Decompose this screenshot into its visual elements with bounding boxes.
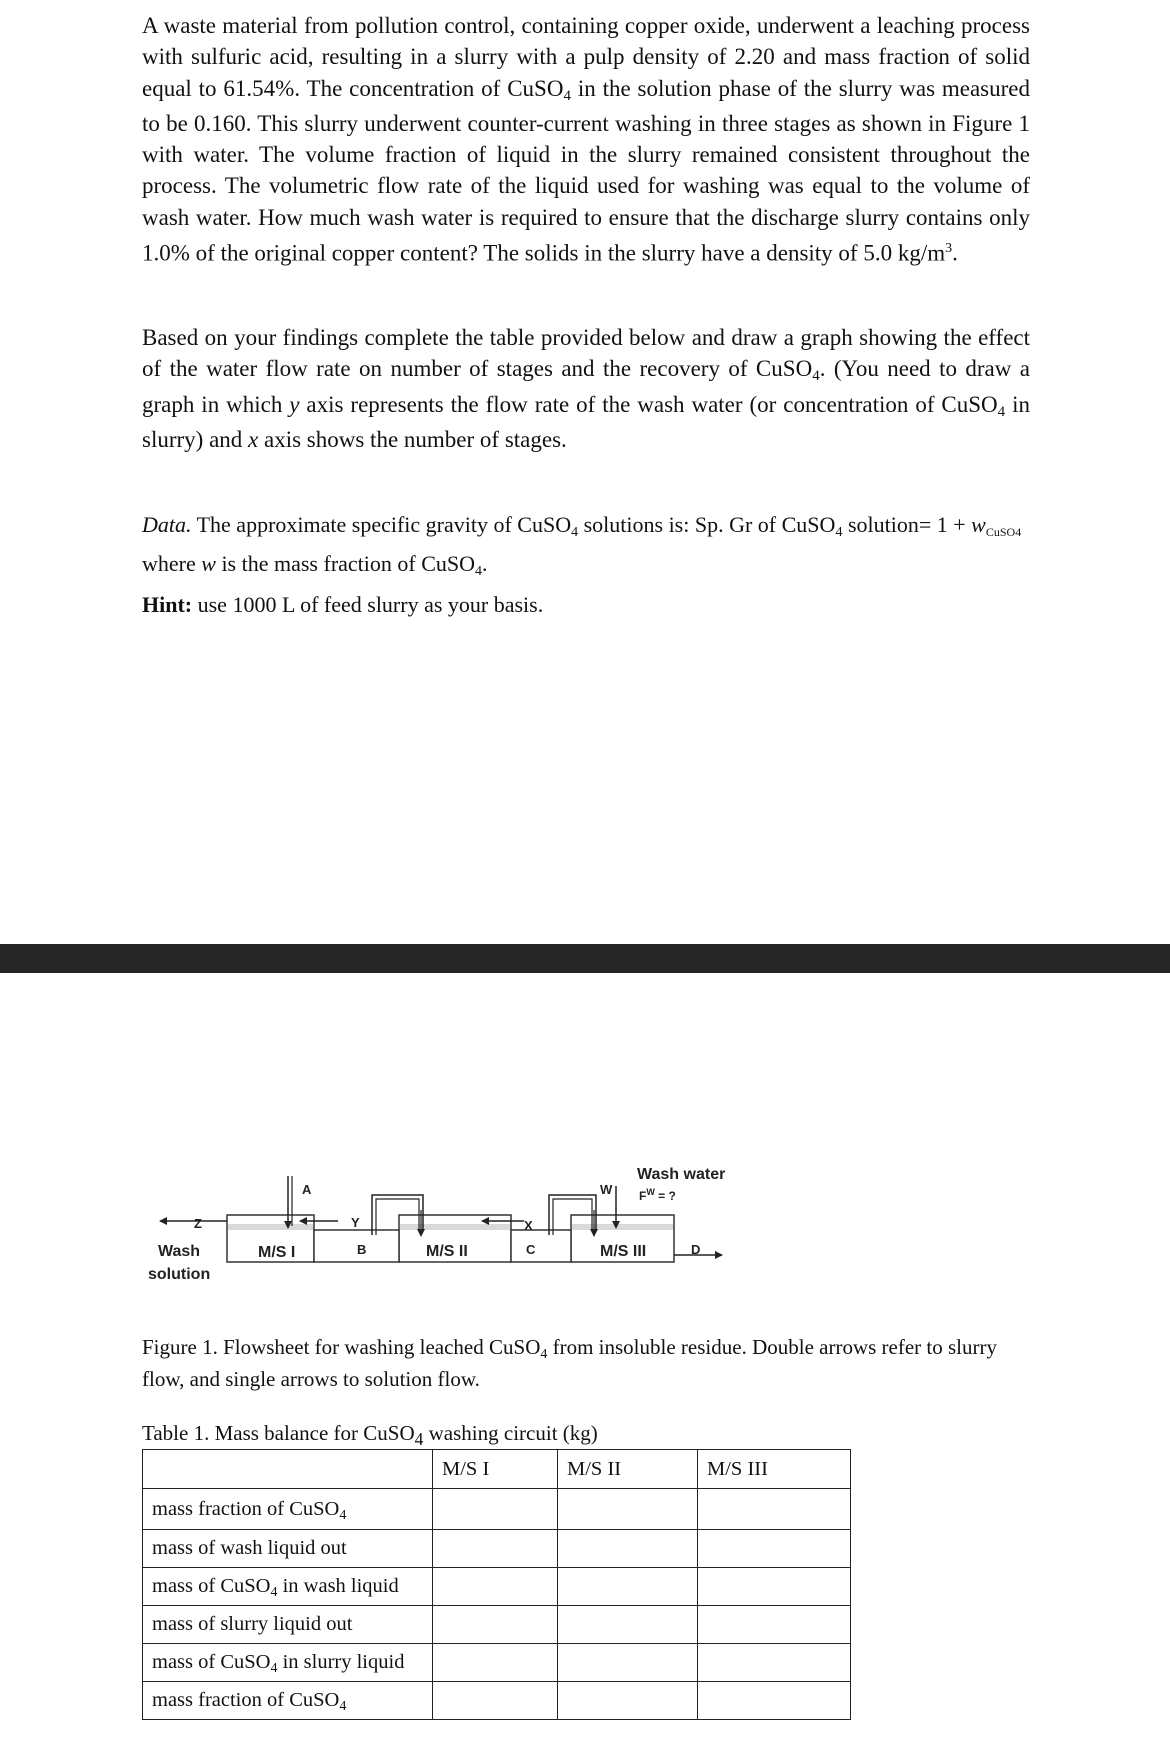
table-cell[interactable] [698, 1644, 851, 1682]
row-label: mass of slurry liquid out [143, 1606, 433, 1644]
table-title: Table 1. Mass balance for CuSO$_4$ washing circuit (kg) [142, 1421, 598, 1450]
table-cell[interactable] [433, 1568, 558, 1606]
table-row [143, 1489, 851, 1530]
fw-label: $F^W$ = ? [639, 1187, 676, 1203]
wash-solution-label-2: solution [148, 1266, 211, 1283]
table-cell[interactable] [558, 1489, 698, 1530]
table-cell[interactable] [558, 1568, 698, 1606]
table-row [143, 1644, 851, 1682]
table-cell[interactable] [558, 1682, 698, 1720]
mass-balance-table [142, 1449, 851, 1720]
label-c: C [526, 1242, 536, 1257]
label-a: A [302, 1182, 312, 1197]
table-cell[interactable] [433, 1682, 558, 1720]
label-b: B [357, 1242, 367, 1257]
task-statement: Based on your findings complete the table provided below and draw a graph showing the effect of the water flow rate on number of stages and the recovery of CuSO$_4$. (You need to draw a graph in which y axis represents the flow rate of the wash water (or concentration of CuSO$_4$ in slurry) and x axis shows the number of stages. [142, 325, 1030, 452]
table-header-ms2: M/S II [558, 1450, 698, 1489]
table-cell[interactable] [698, 1530, 851, 1568]
row-label: mass of CuSO$_4$ in slurry liquid [143, 1644, 433, 1682]
table-cell[interactable] [433, 1530, 558, 1568]
problem-statement: A waste material from pollution control, containing copper oxide, underwent a leaching process with sulfuric acid, resulting in a slurry with a pulp density of 2.20 and mass fraction of solid equal to 61.54%. The concentration of CuSO$_4$ in the solution phase of the slurry was measured to be 0.160. This slurry underwent counter-current washing in three stages as shown in Figure 1 with water. The volume fraction of liquid in the slurry remained consistent throughout the process. The volumetric flow rate of the liquid used for washing was equal to the volume of wash water. How much wash water is required to ensure that the discharge slurry contains only 1.0% of the original copper content? The solids in the slurry have a density of 5.0 $kg/m^3$. [142, 13, 1031, 266]
table-cell[interactable] [558, 1644, 698, 1682]
table-cell[interactable] [433, 1644, 558, 1682]
row-label: mass of CuSO$_4$ in wash liquid [143, 1568, 433, 1606]
table-cell[interactable] [558, 1530, 698, 1568]
table-header-blank [143, 1450, 433, 1489]
data-line: Data. The approximate specific gravity of CuSO$_4$ solutions is: Sp. Gr of CuSO$_4$ solution= $1 + w_{CuSO4}$ [142, 512, 1022, 540]
separator-band [0, 944, 1170, 973]
table-row [143, 1682, 851, 1720]
table-cell[interactable] [433, 1489, 558, 1530]
table-cell[interactable] [698, 1606, 851, 1644]
table-cell[interactable] [698, 1568, 851, 1606]
row-label: mass fraction of CuSO$_4$ [143, 1682, 433, 1720]
table-header-row [143, 1450, 851, 1489]
slurry-box-c [511, 1230, 571, 1262]
where-line: where w is the mass fraction of CuSO$_4$. [142, 551, 488, 579]
label-d: D [691, 1242, 701, 1257]
row-label: mass of wash liquid out [143, 1530, 433, 1568]
table-row [143, 1568, 851, 1606]
label-z: Z [194, 1216, 202, 1231]
table-cell[interactable] [558, 1606, 698, 1644]
table-row [143, 1530, 851, 1568]
label-w: W [600, 1182, 613, 1197]
table-header-ms3: M/S III [698, 1450, 851, 1489]
wash-solution-label: Wash [158, 1243, 201, 1260]
hint-line: Hint: use 1000 L of feed slurry as your basis. [142, 592, 544, 617]
stage-label-ms1: M/S I [258, 1244, 296, 1261]
table-cell[interactable] [433, 1606, 558, 1644]
label-x: X [524, 1218, 533, 1233]
table-row [143, 1606, 851, 1644]
stage-label-ms2: M/S II [426, 1243, 468, 1260]
row-label: mass fraction of CuSO$_4$ [143, 1489, 433, 1530]
stage-label-ms3: M/S III [600, 1243, 647, 1260]
flowsheet-diagram [140, 1150, 750, 1310]
wash-water-label: Wash water [637, 1166, 726, 1183]
table-cell[interactable] [698, 1489, 851, 1530]
table-cell[interactable] [698, 1682, 851, 1720]
label-y: Y [351, 1215, 360, 1230]
table-header-ms1: M/S I [433, 1450, 558, 1489]
figure-caption: Figure 1. Flowsheet for washing leached CuSO$_4$ from insoluble residue. Double arrows refer to slurry flow, and single arrows to solution flow. [142, 1335, 997, 1391]
